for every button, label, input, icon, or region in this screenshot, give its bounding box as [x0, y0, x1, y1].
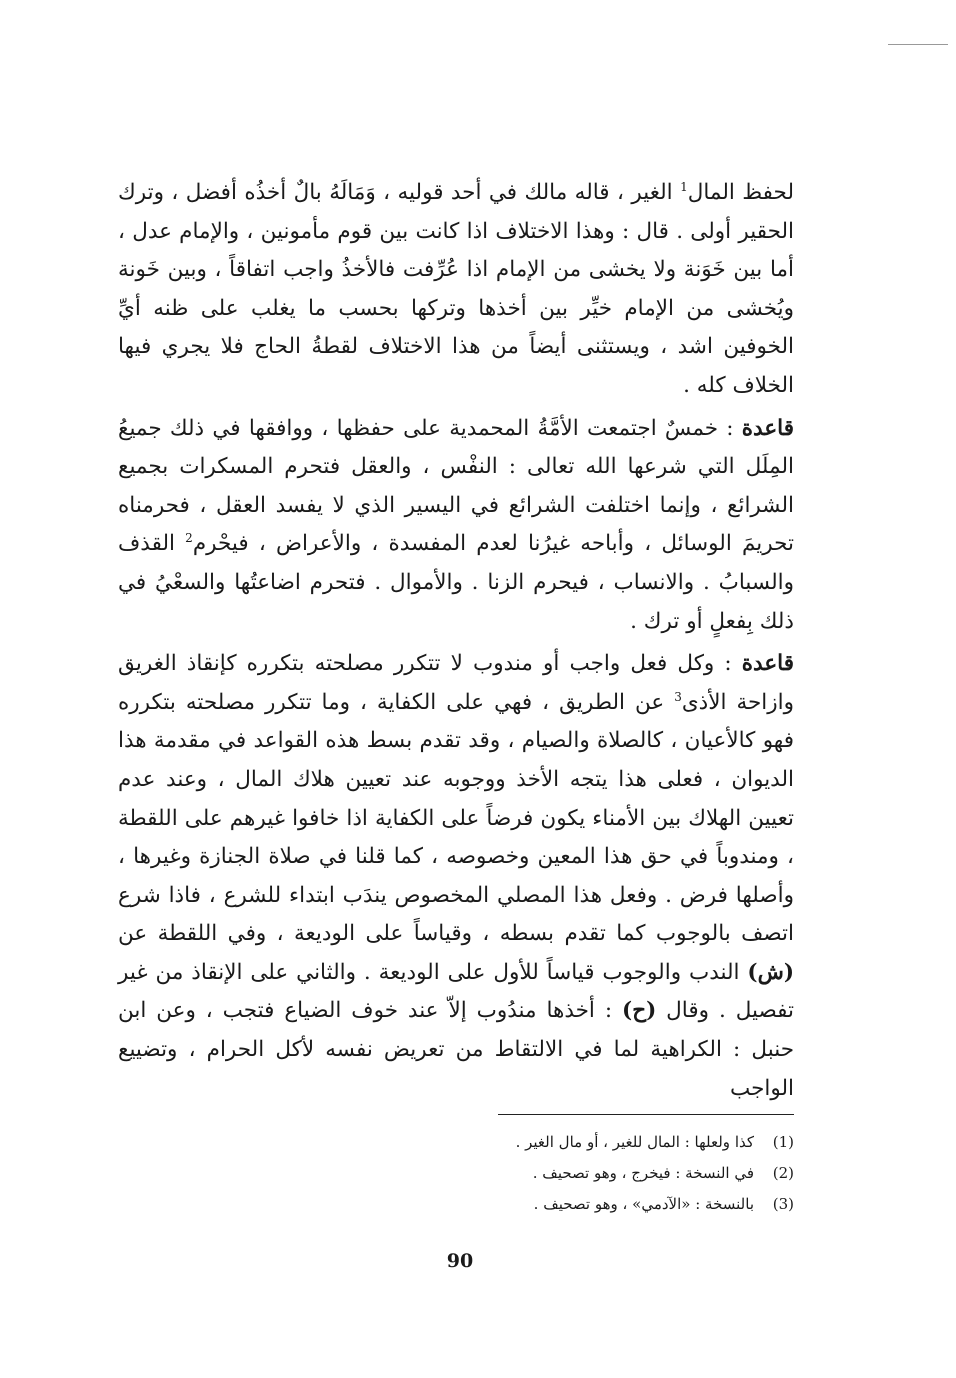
footnote-text: في النسخة : فيخرج ، وهو تصحيف . — [532, 1164, 754, 1182]
footnote-number: (1) — [772, 1133, 794, 1151]
rule-heading: قاعدة — [741, 415, 794, 441]
text-run: : خمسٌ اجتمعت الأمَّةُ المحمدية على حفظها ، ووافقها في ذلك جميعُ المِلَل التي شرعها الله تعالى : النفْس ، والعقل فتحرم المسكرات بجميع الشرائع ، وإنما اختلفت الشرائع في اليسير الذي لا يفسد العقل ، فحرمناه تحريمَ الوسائل ، وأباحه غيرُنا لعدم المفسدة ، والأعراض ، فيحْرم — [118, 415, 794, 557]
footnote-text: كذا ولعلها : المال للغير ، أو مال الغير . — [515, 1133, 754, 1151]
text-run: الغير ، قاله مالك في أحد قوليه ، وَمَالَهُ بالٌ أخذُه أفضل ، وترك الحقير أولى . قال : وهذا الاختلاف اذا كانت بين قوم مأمونين ، والإمام عدل ، أما بين خَوَنة ولا يخشى من الإمام اذا عُرِّفت فالأخذُ واجب اتفاقاً ، وبين خَونة ويُخشى من الإمام خيِّر بين أخذها وتركها بحسب ما يغلب على ظنه أيِّ الخوفين اشد ، ويستثنى أيضاً من هذا الاختلاف لقطةُ الحاج فلا يجري فيها الخلاف كله . — [118, 180, 794, 398]
text-run: القذف والسبابُ . والانساب ، فيحرم الزنا . والأموال . فتحرم اضاعتُها والسعْيُ في ذلك بِفعلٍ أو ترك . — [118, 531, 794, 634]
text-run: لحفظ المال — [687, 180, 794, 205]
rule-heading: قاعدة — [741, 651, 794, 677]
text-run: : أخذها مندُوب إلاّ عند خوف الضياع فتجب ، وعن ابن حنبل : الكراهية لما في الالتقاط من تعريض نفسه لأكل الحرام ، وتضييع الواجب — [118, 998, 794, 1101]
footnote-ref: 3 — [674, 689, 682, 704]
paragraph — [118, 410, 794, 642]
scan-corner-mark — [888, 44, 948, 47]
footnote-3 — [200, 1189, 794, 1220]
footnote-2 — [200, 1158, 794, 1189]
paragraph — [118, 645, 794, 1108]
main-text — [118, 174, 794, 1108]
paragraph — [118, 174, 794, 406]
text-run: عن الطريق ، فهي على الكفاية ، وما تتكرر مصلحته بتكرره فهو كالأعيان ، كالصلاة والصيام ، وقد تقدم بسط هذه القواعد في مقدمة هذا الديوان ، فعلى هذا يتجه الأخذ ووجوبه عند تعيين هلاك المال ، وعند عدم تعيين الهلاك بين الأمناء يكون فرضاً على الكفاية اذا خافوا غيرهم على اللقطة ، ومندوباً في حق هذا المعين وخصوصه ، كما قلنا في صلاة الجنازة وغيرها ، وأصلها فرض . وفعل هذا المصلي المخصوص يندَب ابتداء للشرع ، فاذا شرع اتصف بالوجوب كما تقدم بسطه ، وقياساً على الوديعة ، وفي اللقطة عن — [118, 689, 794, 947]
footnote-ref: 2 — [185, 531, 193, 546]
text-run: الندب والوجوب قياساً للأول على الوديعة . والثاني على الإنقاذ من غير تفصيل . وقال — [118, 959, 794, 1024]
footnote-number: (3) — [772, 1195, 794, 1213]
page-number: 90 — [446, 1250, 474, 1272]
footnote-separator — [498, 1114, 794, 1115]
scholar-abbrev: (ش) — [747, 959, 794, 985]
scholar-abbrev: (ح) — [622, 998, 657, 1024]
footnote-1 — [200, 1127, 794, 1158]
footnote-ref: 1 — [680, 179, 688, 194]
footnote-text: بالنسخة : «الآدمي» ، وهو تصحيف . — [533, 1195, 754, 1213]
text-run: : وكل فعل واجب أو مندوب لا تتكرر مصلحته بتكرره كإنقاذ الغريق وازاحة الأذى — [118, 651, 794, 715]
footnote-number: (2) — [772, 1164, 794, 1182]
footnotes — [200, 1127, 794, 1220]
